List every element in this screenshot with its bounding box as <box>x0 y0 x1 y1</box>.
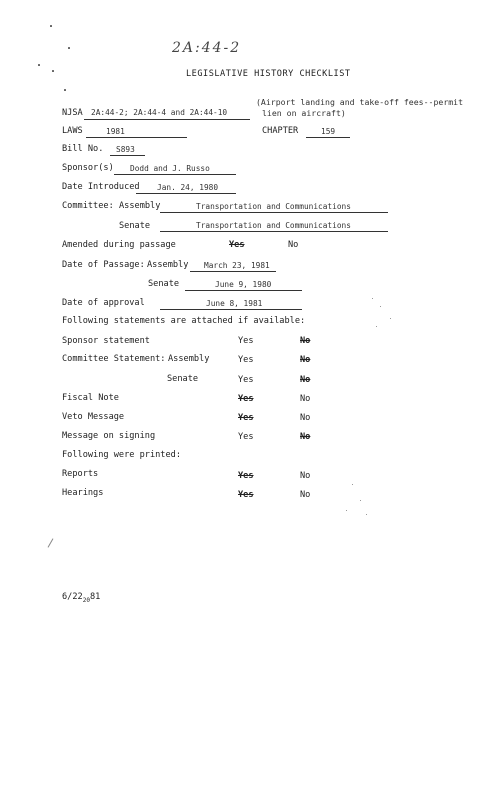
njsa-underline <box>84 119 250 120</box>
attached-label: Following statements are attached if available: <box>62 316 306 326</box>
footer-date <box>62 592 100 602</box>
passage-assembly-label: Assembly <box>147 260 189 270</box>
margin-scratch <box>48 538 54 547</box>
committee-label: Committee: <box>62 201 114 211</box>
fiscal-note-no: No <box>300 394 311 404</box>
committee-senate-underline <box>160 231 388 232</box>
bill-label: Bill No. <box>62 144 104 154</box>
introduced-label: Date Introduced <box>62 182 140 192</box>
chapter-label: CHAPTER <box>262 126 299 136</box>
committee-statement-label: Committee Statement: <box>62 354 166 364</box>
footer-date-main: 6/22 <box>62 592 83 602</box>
reports-label: Reports <box>62 469 99 479</box>
committee-statement-senate-label: Senate <box>167 374 199 384</box>
committee-assembly-value: Transportation and Communications <box>196 202 351 211</box>
approval-label: Date of approval <box>62 298 145 308</box>
printed-label: Following were printed: <box>62 450 181 460</box>
fiscal-note-label: Fiscal Note <box>62 393 119 403</box>
committee-statement-assembly-label: Assembly <box>168 354 210 364</box>
sponsor-underline <box>114 174 236 175</box>
chapter-value: 159 <box>321 127 336 136</box>
amended-yes-struck: Yes <box>229 240 245 250</box>
margin-mark <box>38 64 40 66</box>
passage-senate-label: Senate <box>148 279 180 289</box>
scan-speck <box>352 484 353 485</box>
reports-yes-struck: Yes <box>238 471 254 481</box>
amended-label: Amended during passage <box>62 240 176 250</box>
njsa-label: NJSA <box>62 108 83 118</box>
scan-speck <box>360 500 361 501</box>
njsa-value: 2A:44-2; 2A:44-4 and 2A:44-10 <box>91 108 228 117</box>
introduced-value: Jan. 24, 1980 <box>157 183 219 192</box>
sponsor-label: Sponsor(s) <box>62 163 114 173</box>
committee-statement-assembly-yes: Yes <box>238 355 254 365</box>
signing-message-label: Message on signing <box>62 431 156 441</box>
veto-message-label: Veto Message <box>62 412 125 422</box>
footer-date-end: 81 <box>89 592 101 602</box>
margin-mark <box>52 70 54 72</box>
scan-speck <box>380 306 381 307</box>
veto-message-yes-struck: Yes <box>238 413 254 423</box>
hearings-no: No <box>300 490 311 500</box>
introduced-underline <box>136 193 236 194</box>
subject-line-2: lien on aircraft) <box>262 108 346 118</box>
committee-senate-label: Senate <box>119 221 151 231</box>
sponsor-statement-label: Sponsor statement <box>62 336 150 346</box>
sponsor-statement-no-struck: No <box>300 336 311 346</box>
committee-assembly-label: Assembly <box>119 201 161 211</box>
committee-assembly-underline <box>160 212 388 213</box>
bill-underline <box>110 155 145 156</box>
hearings-label: Hearings <box>62 488 104 498</box>
handwritten-reference: 2A:44-2 <box>172 40 242 56</box>
sponsor-statement-yes: Yes <box>238 336 254 346</box>
passage-senate-underline <box>185 290 302 291</box>
bill-value: S893 <box>116 145 135 154</box>
passage-assembly-underline <box>190 271 276 272</box>
laws-underline <box>86 137 187 138</box>
chapter-underline <box>306 137 350 138</box>
margin-mark <box>68 47 70 49</box>
signing-message-yes: Yes <box>238 432 254 442</box>
scan-speck <box>372 298 373 299</box>
margin-mark <box>50 25 52 27</box>
fiscal-note-yes-struck: Yes <box>238 394 254 404</box>
margin-mark <box>64 89 66 91</box>
page-title: LEGISLATIVE HISTORY CHECKLIST <box>186 69 351 79</box>
scan-speck <box>346 510 347 511</box>
committee-statement-senate-no-struck: No <box>300 375 311 385</box>
amended-no: No <box>288 240 299 250</box>
footer-date-overwrite: 20 <box>82 597 90 604</box>
committee-statement-senate-yes: Yes <box>238 375 254 385</box>
committee-senate-value: Transportation and Communications <box>196 221 351 230</box>
sponsor-value: Dodd and J. Russo <box>130 164 210 173</box>
laws-label: LAWS <box>62 126 83 136</box>
scan-speck <box>366 514 367 515</box>
passage-assembly-value: March 23, 1981 <box>204 261 270 270</box>
committee-statement-assembly-no-struck: No <box>300 355 311 365</box>
passage-senate-value: June 9, 1980 <box>215 280 272 289</box>
veto-message-no: No <box>300 413 311 423</box>
scan-speck <box>376 326 377 327</box>
laws-value: 1981 <box>106 127 125 136</box>
hearings-yes-struck: Yes <box>238 490 254 500</box>
signing-message-no-struck: No <box>300 432 311 442</box>
subject-line-1: (Airport landing and take-off fees--permit <box>256 97 464 107</box>
approval-value: June 8, 1981 <box>206 299 263 308</box>
reports-no: No <box>300 471 311 481</box>
passage-label: Date of Passage: <box>62 260 145 270</box>
approval-underline <box>160 309 302 310</box>
scan-speck <box>390 318 391 319</box>
